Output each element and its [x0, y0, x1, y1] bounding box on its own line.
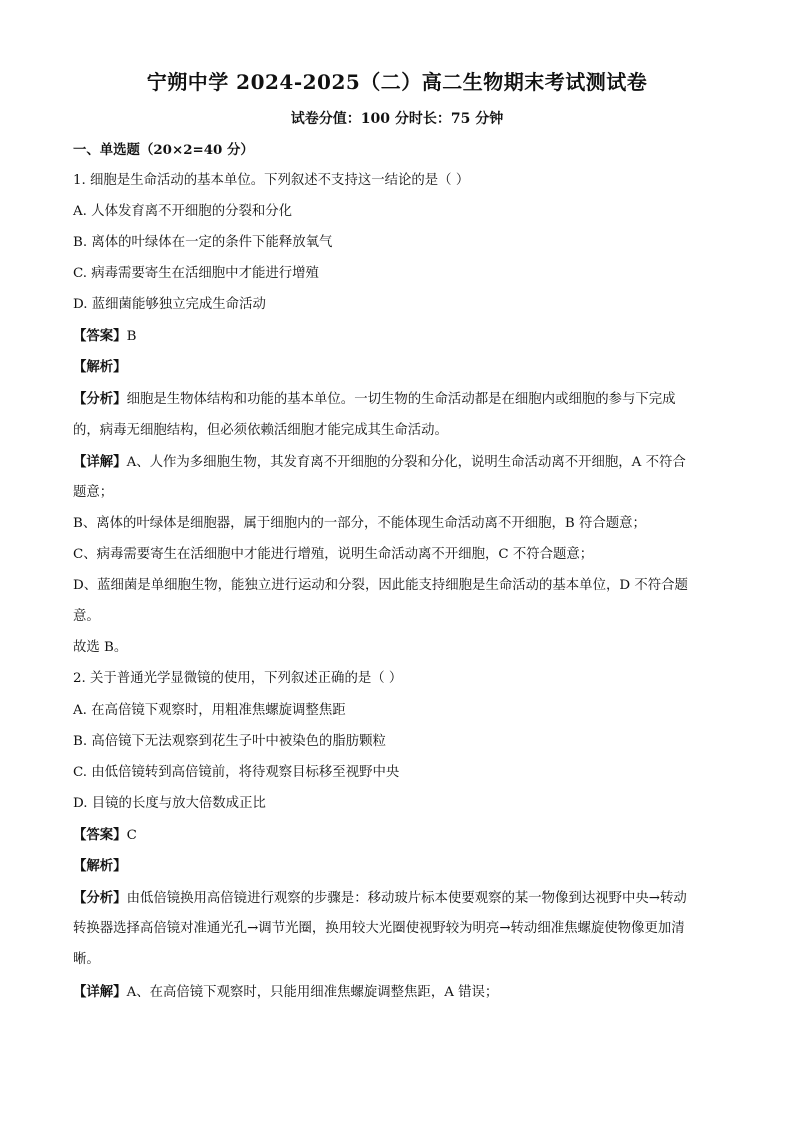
question-2-option-b: B. 高倍镜下无法观察到花生子叶中被染色的脂肪颗粒 — [73, 734, 386, 749]
answer-tag: 【答案】 — [73, 827, 127, 843]
question-1-analysis-tag: 【解析】 — [73, 359, 127, 375]
xiangjie-tag: 【详解】 — [73, 454, 127, 470]
section-heading: 一、单选题（20×2=40 分） — [73, 142, 254, 158]
question-1-fenxi-1 — [73, 389, 733, 410]
question-1-option-c: C. 病毒需要寄生在活细胞中才能进行增殖 — [73, 266, 319, 281]
xiangjie-text: A、在高倍镜下观察时，只能用细准焦螺旋调整焦距，A 错误； — [126, 985, 499, 1000]
question-2-option-a: A. 在高倍镜下观察时，用粗准焦螺旋调整焦距 — [73, 703, 346, 718]
question-2-xiangjie-1 — [73, 982, 733, 1003]
question-1-option-d: D. 蓝细菌能够独立完成生命活动 — [73, 297, 266, 312]
question-2-stem: 2. 关于普通光学显微镜的使用，下列叙述正确的是（ ） — [73, 671, 403, 686]
question-2-fenxi-3: 晰。 — [73, 952, 100, 967]
question-1-stem: 1. 细胞是生命活动的基本单位。下列叙述不支持这一结论的是（ ） — [73, 173, 470, 188]
answer-tag: 【答案】 — [73, 328, 127, 344]
xiangjie-text: A、人作为多细胞生物，其发育离不开细胞的分裂和分化，说明生命活动离不开细胞，A 不符合 — [126, 455, 686, 470]
answer-value: B — [126, 329, 137, 344]
question-1-fenxi-2: 的，病毒无细胞结构，但必须依赖活细胞才能完成其生命活动。 — [73, 423, 448, 438]
fenxi-text: 由低倍镜换用高倍镜进行观察的步骤是：移动玻片标本使要观察的某一物像到达视野中央→转动 — [126, 891, 687, 906]
question-1-answer — [73, 326, 733, 347]
question-1-line-d2: 意。 — [73, 609, 100, 624]
page-title: 宁朔中学 2024-2025（二）高二生物期末考试测试卷 — [146, 70, 648, 94]
question-1-xiangjie-2: 题意； — [73, 485, 114, 500]
fenxi-text: 细胞是生物体结构和功能的基本单位。一切生物的生命活动都是在细胞内或细胞的参与下完成 — [126, 392, 676, 407]
question-2-answer — [73, 825, 733, 846]
fenxi-tag: 【分析】 — [73, 391, 127, 407]
question-1-option-b: B. 离体的叶绿体在一定的条件下能释放氧气 — [73, 235, 333, 250]
fenxi-tag: 【分析】 — [73, 890, 127, 906]
answer-value: C — [126, 828, 137, 843]
question-1-option-a: A. 人体发育离不开细胞的分裂和分化 — [73, 204, 293, 219]
question-2-fenxi-2: 转换器选择高倍镜对准通光孔→调节光圈，换用较大光圈使视野较为明亮→转动细准焦螺旋使物像更加清 — [73, 921, 685, 936]
question-2-option-c: C. 由低倍镜转到高倍镜前，将待观察目标移至视野中央 — [73, 765, 400, 780]
question-1-conclusion: 故选 B。 — [73, 640, 128, 655]
question-1-line-c: C、病毒需要寄生在活细胞中才能进行增殖，说明生命活动离不开细胞，C 不符合题意； — [73, 547, 594, 562]
page-subtitle: 试卷分值：100 分时长：75 分钟 — [290, 111, 504, 127]
question-2-analysis-tag: 【解析】 — [73, 858, 127, 874]
xiangjie-tag: 【详解】 — [73, 984, 127, 1000]
question-1-line-b: B、离体的叶绿体是细胞器，属于细胞内的一部分，不能体现生命活动离不开细胞，B 符合题意； — [73, 516, 646, 531]
question-2-fenxi-1 — [73, 888, 733, 909]
question-2-option-d: D. 目镜的长度与放大倍数成正比 — [73, 796, 266, 811]
question-1-xiangjie-1 — [73, 452, 733, 473]
question-1-line-d1: D、蓝细菌是单细胞生物，能独立进行运动和分裂，因此能支持细胞是生命活动的基本单位，D 不符合题 — [73, 578, 688, 593]
